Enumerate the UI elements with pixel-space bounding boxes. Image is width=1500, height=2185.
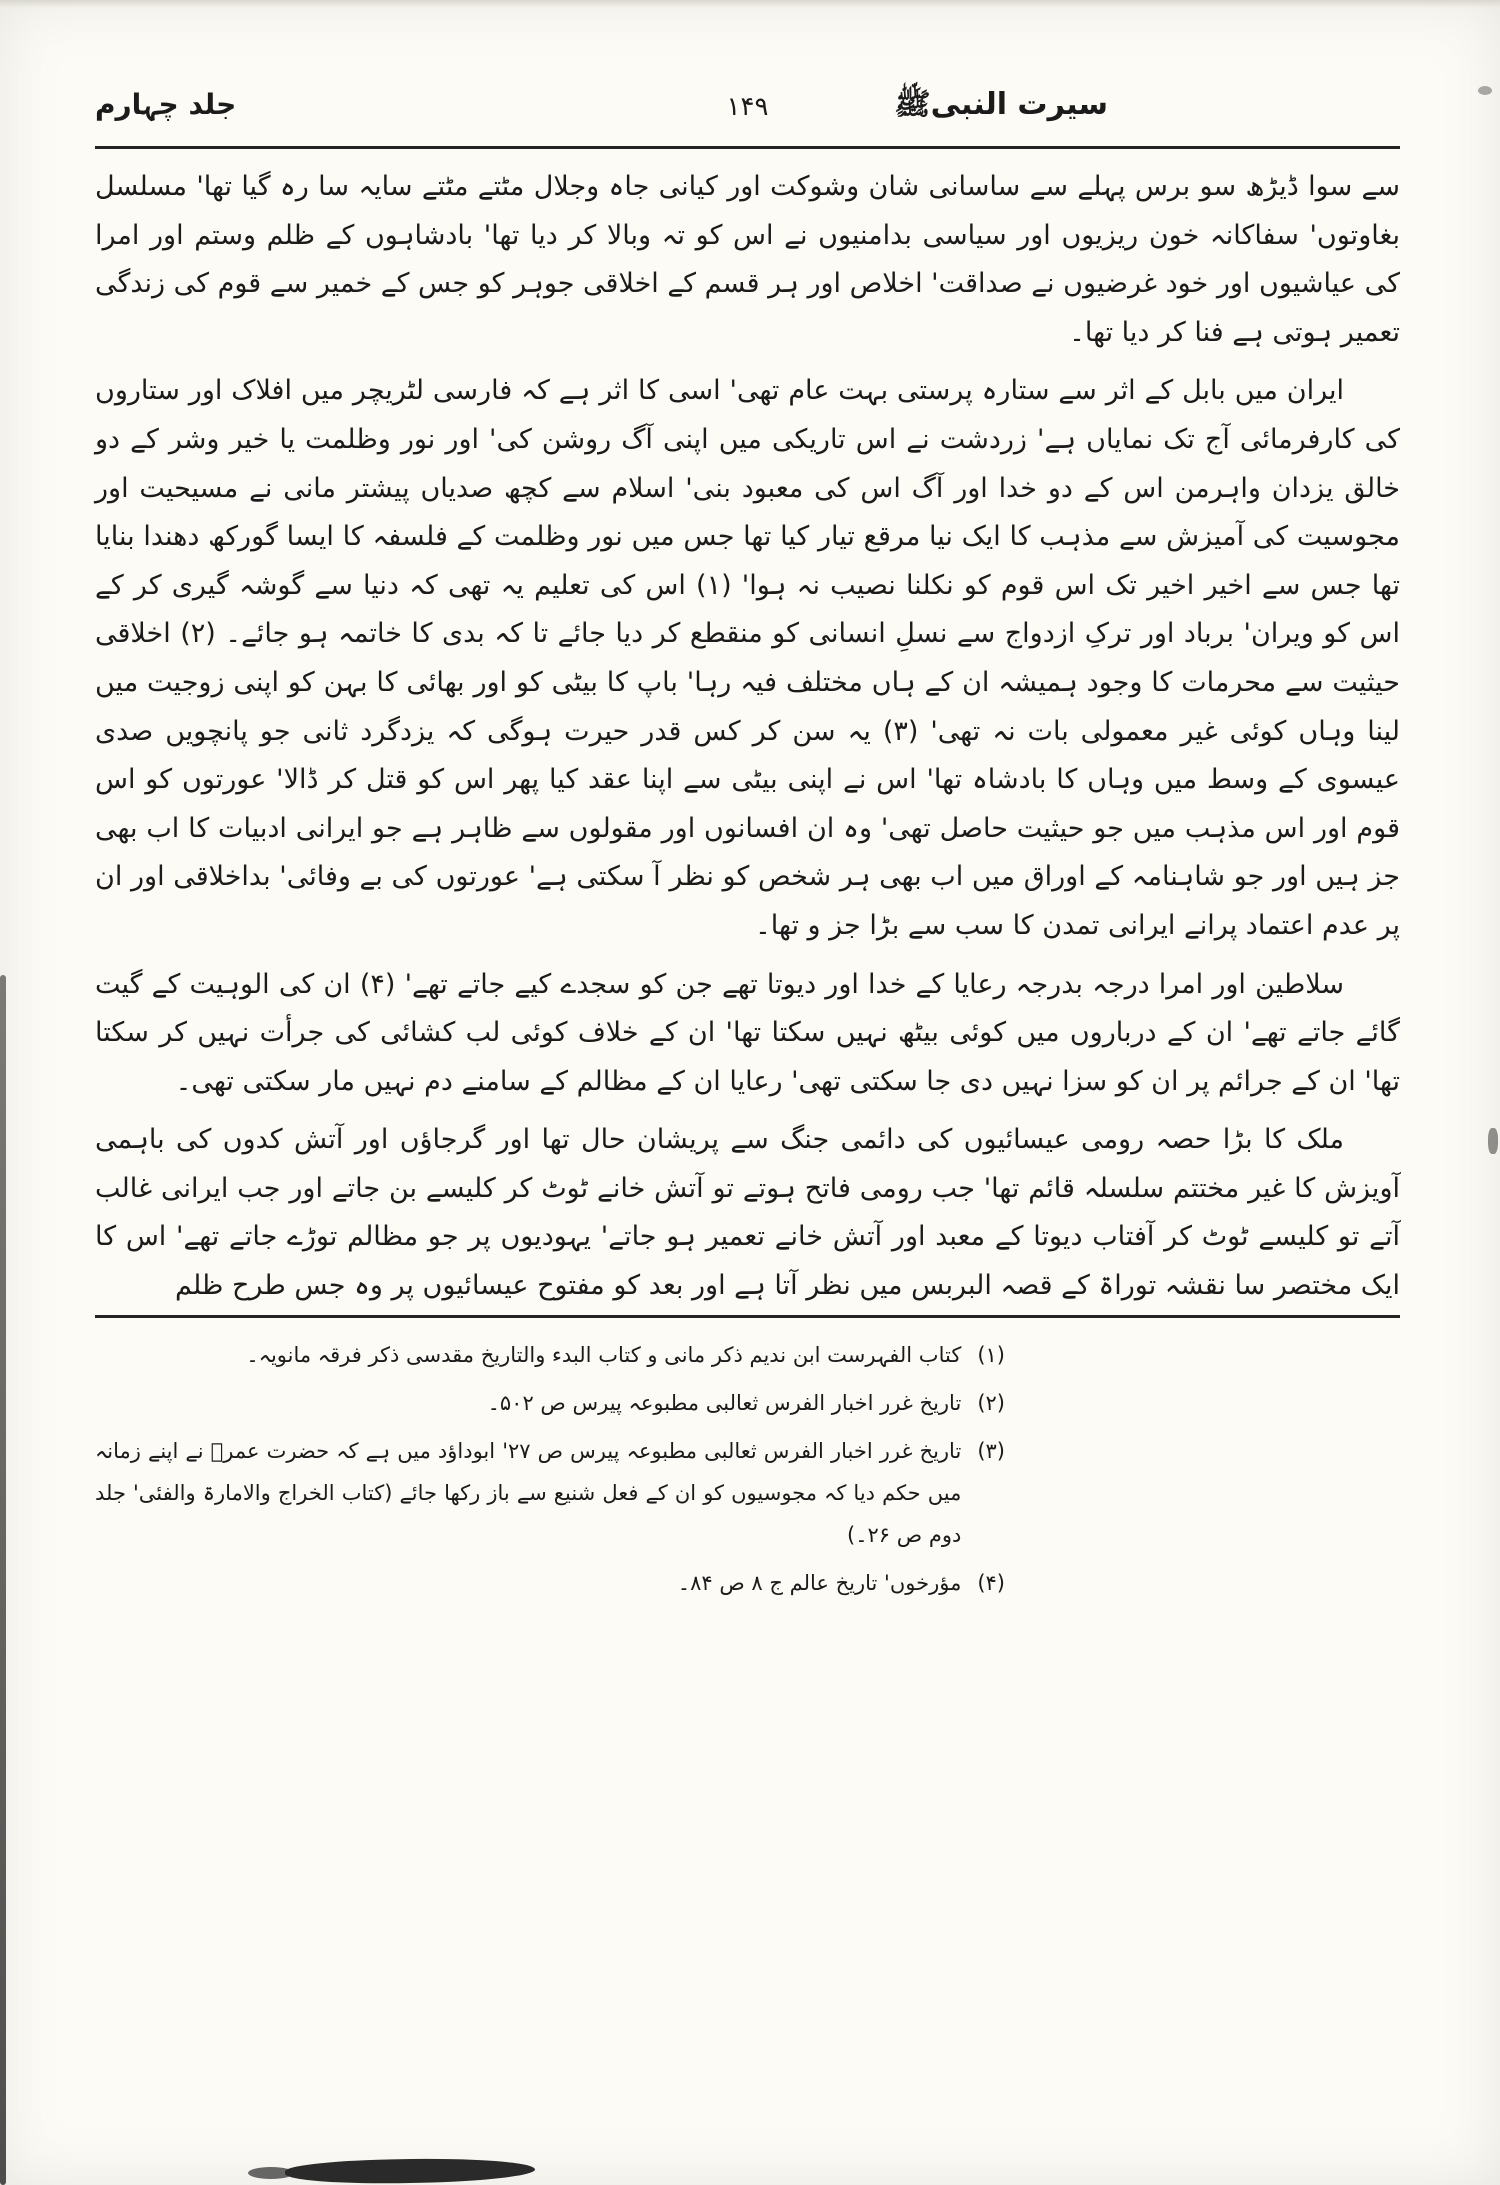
footnote-text: تاریخ غرر اخبار الفرس ثعالبی مطبوعہ پیرس ص ۲۷' ابوداؤد میں ہے کہ حضرت عمرؓ نے اپنے زمانہ میں حکم دیا کہ مجوسیوں کو ان کے فعل شنیع سے باز رکھا جائے (کتاب الخراج والامارۃ والفئی' جلد دوم ص ۲۶۔) bbox=[95, 1438, 962, 1547]
body-paragraph-1: سے سوا ڈیڑھ سو برس پہلے سے ساسانی شان وشوکت اور کیانی جاہ وجلال مٹتے مٹتے سایہ سا رہ گیا تھا' مسلسل بغاوتوں' سفاکانہ خون ریزیوں اور سیاسی بدامنیوں نے اس کو تہ وبالا کر دیا تھا' بادشاہوں کے ظلم وستم اور امرا کی عیاشیوں اور خود غرضیوں نے صداقت' اخلاص اور ہر قسم کے اخلاقی جوہر کو جس کے خمیر سے قوم کی زندگی تعمیر ہوتی ہے فنا کر دیا تھا۔ bbox=[95, 171, 1400, 348]
scan-artifact-bottom-smudge-small bbox=[248, 2167, 294, 2179]
footnote-number: (۴) bbox=[977, 1570, 1005, 1595]
book-title: سیرت النبیﷺ bbox=[894, 87, 1108, 122]
body-paragraph-4: ملک کا بڑا حصہ رومی عیسائیوں کی دائمی جنگ سے پریشان حال تھا اور گرجاؤں اور آتش کدوں کی باہمی آویزش کا غیر مختتم سلسلہ قائم تھا' جب رومی فاتح ہوتے تو آتش خانے ٹوٹ کر کلیسے بن جاتے اور جب ایرانی غالب آتے تو کلیسے ٹوٹ کر آفتاب دیوتا کے معبد اور آتش خانے تعمیر ہو جاتے' یہودیوں پر جو مظالم توڑے جاتے تھے' اس کا ایک مختصر سا نقشہ توراۃ کے قصہ البربس میں نظر آتا ہے اور بعد کو مفتوح عیسائیوں پر وہ جس طرح ظلم bbox=[95, 1124, 1400, 1302]
body-paragraph-3: سلاطین اور امرا درجہ بدرجہ رعایا کے خدا اور دیوتا تھے جن کو سجدے کیے جاتے تھے' (۴) ان کی الوہیت کے گیت گائے جاتے تھے' ان کے درباروں میں کوئی بیٹھ نہیں سکتا تھا' ان کے خلاف کوئی لب کشائی کی جرأت نہیں کر سکتا تھا' ان کے جرائم پر ان کو سزا نہیں دی جا سکتی تھی' رعایا ان کے مظالم کے سامنے دم نہیں مار سکتی تھی۔ bbox=[95, 968, 1400, 1097]
header-rule bbox=[95, 146, 1400, 149]
footnote-text: کتاب الفہرست ابن ندیم ذکر مانی و کتاب البدء والتاریخ مقدسی ذکر فرقہ مانویہ۔ bbox=[246, 1342, 962, 1367]
footnote-number: (۱) bbox=[977, 1342, 1005, 1367]
body-paragraph-2: ایران میں بابل کے اثر سے ستارہ پرستی بہت عام تھی' اسی کا اثر ہے کہ فارسی لٹریچر میں افلاک اور ستاروں کی کارفرمائی آج تک نمایاں ہے' زردشت نے اس تاریکی میں اپنی آگ روشن کی' اور نور وظلمت یا خیر وشر کے دو خالق یزدان واہرمن اس کے دو خدا اور آگ اس کی معبود بنی' اسلام سے کچھ صدیاں پیشتر مانی نے مسیحیت اور مجوسیت کی آمیزش سے مذہب کا ایک نیا مرقع تیار کیا تھا جس میں نور وظلمت کے فلسفہ کا ایسا گورکھ دھندا بنایا تھا جس سے اخیر اخیر تک اس قوم کو نکلنا نصیب نہ ہوا' (۱) اس کی تعلیم یہ تھی کہ دنیا سے گوشہ گیری کر کے اس کو ویران' برباد اور ترکِ ازدواج سے نسلِ انسانی کو منقطع کر دیا جائے تا کہ بدی کا خاتمہ ہو جائے۔ (۲) اخلاقی حیثیت سے محرمات کا وجود ہمیشہ ان کے ہاں مختلف فیہ رہا' باپ کا بیٹی کو اور بھائی کا بہن کو اپنی زوجیت میں لینا وہاں کوئی غیر معمولی بات نہ تھی' (۳) یہ سن کر کس قدر حیرت ہوگی کہ یزدگرد ثانی جو پانچویں صدی عیسوی کے وسط میں وہاں کا بادشاہ تھا' اس نے اپنی بیٹی سے اپنا عقد کیا پھر اس کو قتل کر ڈالا' عورتوں کو اس قوم اور اس مذہب میں جو حیثیت حاصل تھی' وہ ان افسانوں اور مقولوں سے ظاہر ہے جو ایرانی ادبیات کا اب بھی جز ہیں اور جو شاہنامہ کے اوراق میں اب بھی ہر شخص کو نظر آ سکتی ہے' عورتوں کی بے وفائی' بداخلاقی اور ان پر عدم اعتماد پرانے ایرانی تمدن کا سب سے بڑا جز و تھا۔ bbox=[95, 375, 1401, 941]
footnote-text: تاریخ غرر اخبار الفرس ثعالبی مطبوعہ پیرس ص ۵۰۲۔ bbox=[487, 1390, 962, 1415]
page-number: ۱۴۹ bbox=[726, 92, 769, 122]
footnote-2 bbox=[95, 1382, 1005, 1424]
footnote-number: (۳) bbox=[977, 1438, 1005, 1463]
scan-artifact-bottom-smudge bbox=[285, 2156, 535, 2185]
page-header bbox=[95, 86, 1400, 138]
body-text bbox=[95, 163, 1400, 1311]
footnote-separator bbox=[95, 1315, 1400, 1318]
footnote-4 bbox=[95, 1562, 1005, 1604]
footnotes-section bbox=[95, 1334, 1005, 1604]
footnote-text: مؤرخوں' تاریخ عالم ج ۸ ص ۸۴۔ bbox=[677, 1570, 962, 1595]
volume-label: جلد چہارم bbox=[95, 88, 237, 121]
footnote-3 bbox=[95, 1430, 1005, 1556]
footnote-number: (۲) bbox=[977, 1390, 1005, 1415]
footnote-1 bbox=[95, 1334, 1005, 1376]
